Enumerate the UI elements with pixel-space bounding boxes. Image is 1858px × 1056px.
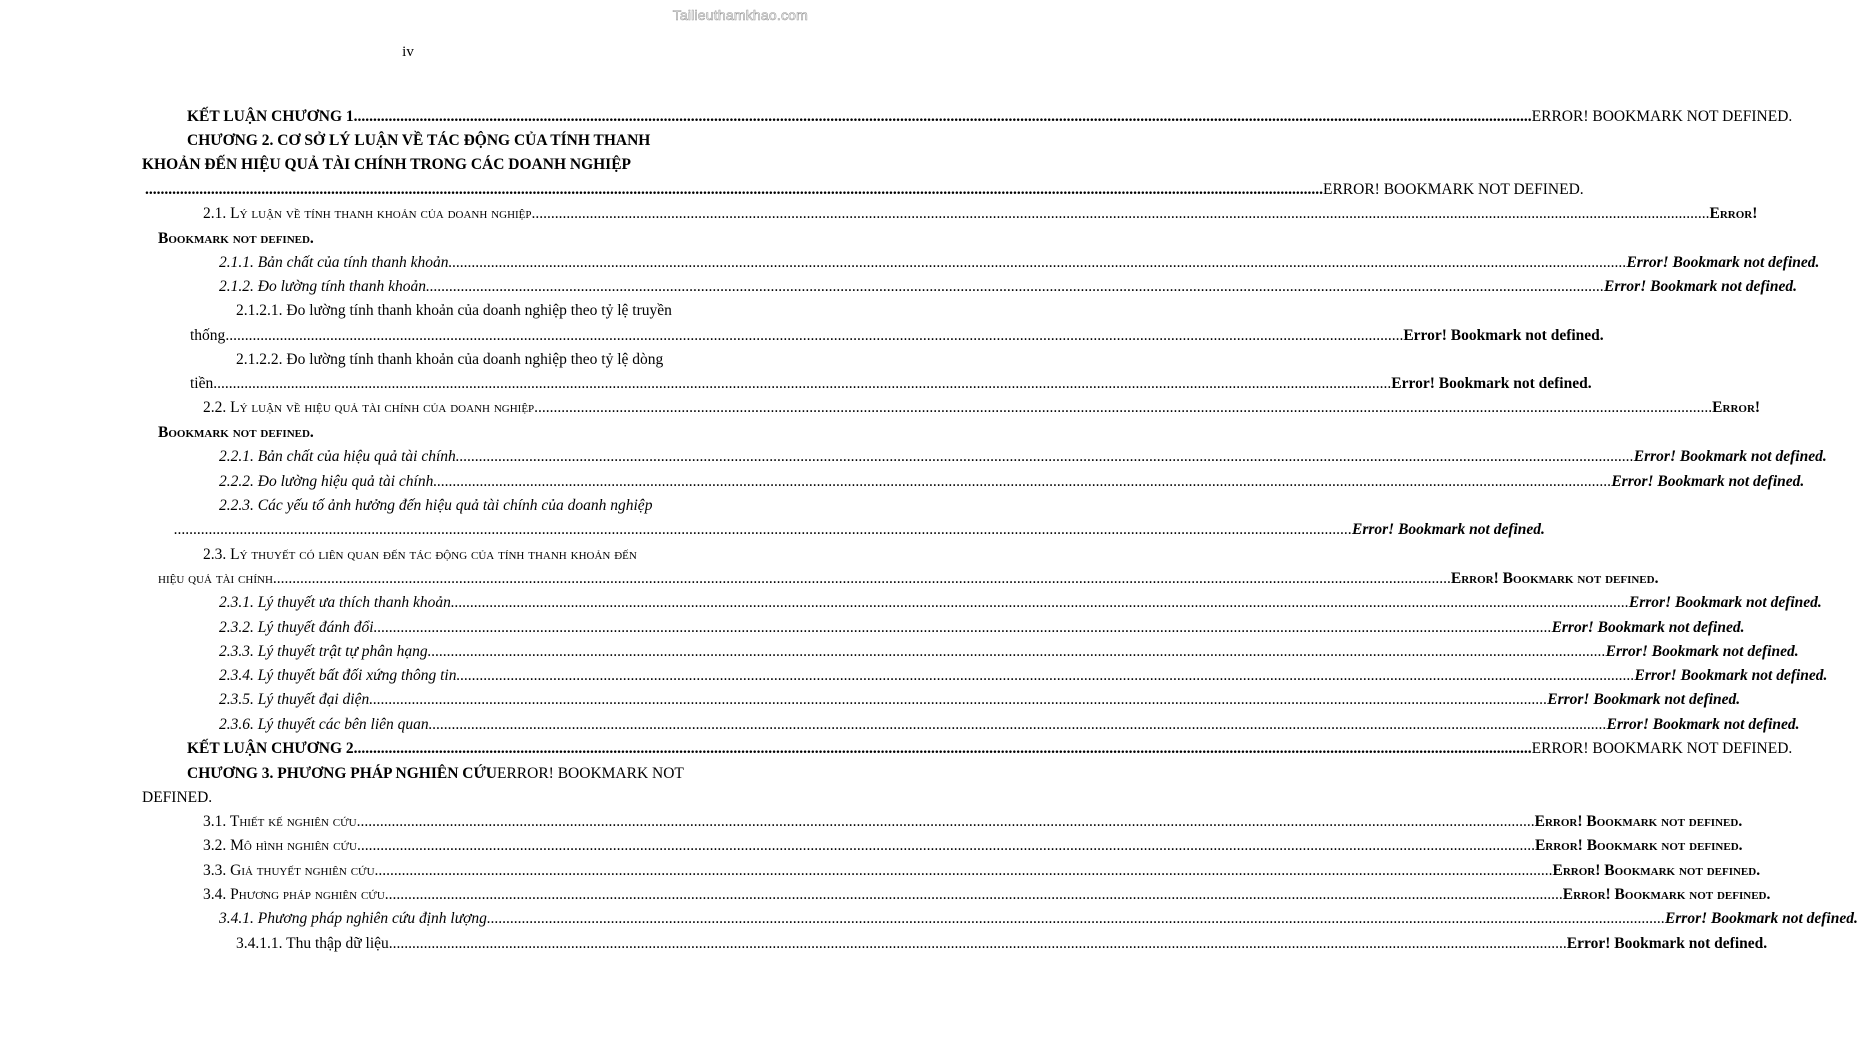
toc-entry-title: KẾT LUẬN CHƯƠNG 1 [187, 108, 354, 125]
page-number: iv [402, 44, 414, 60]
toc-leader-dots [354, 107, 1532, 127]
toc-entry-2-2[interactable] [0, 398, 1761, 418]
toc-entry-title: 2.3.5. Lý thuyết đại diện [219, 691, 370, 708]
toc-entry-page: Error! [1712, 399, 1761, 416]
toc-leader-dots [433, 472, 1611, 492]
toc-entry-page: Error! Bookmark not defined. [1605, 643, 1799, 660]
toc-entry-3-3[interactable] [0, 861, 1761, 881]
toc-entry-page: Error! Bookmark not defined. [1626, 254, 1820, 271]
toc-leader-dots [428, 642, 1606, 662]
toc-entry-2-2-2[interactable] [0, 472, 1805, 492]
toc-entry-2-3-2[interactable] [0, 618, 1745, 638]
toc-entry-title: 3.4.1. Phương pháp nghiên cứu định lượng [219, 910, 487, 927]
toc-entry-page: ERROR! BOOKMARK NOT DEFINED. [1531, 108, 1793, 125]
toc-leader-dots [487, 909, 1665, 929]
toc-entry-title: tiền [190, 375, 214, 392]
toc-entry-page: ERROR! BOOKMARK NOT DEFINED. [1531, 740, 1793, 757]
toc-entry-page: Error! Bookmark not defined. [1562, 886, 1771, 903]
toc-leader-dots [374, 618, 1552, 638]
toc-leader-dots [273, 569, 1451, 589]
toc-leader-dots [451, 593, 1629, 613]
toc-entry-page: Error! Bookmark not defined. [1664, 910, 1858, 927]
toc-entry-2-2-1[interactable] [0, 447, 1827, 467]
toc-leader-dots [369, 690, 1547, 710]
toc-leader-dots [457, 666, 1635, 686]
toc-entry-2-1-page-continued: Bookmark not defined. [158, 230, 314, 247]
toc-entry-page: Error! Bookmark not defined. [1634, 667, 1828, 684]
toc-entry-page: Error! Bookmark not defined. [1552, 862, 1761, 879]
toc-entry-title: 2.3.1. Lý thuyết ưa thích thanh khoản [219, 594, 451, 611]
toc-leader-dots [385, 885, 1563, 905]
toc-entry-2-3-4[interactable] [0, 666, 1828, 686]
toc-entry-2-3-1[interactable] [0, 593, 1822, 613]
toc-entry-page: Error! Bookmark not defined. [1403, 327, 1604, 344]
toc-entry-title: CHƯƠNG 3. PHƯƠNG PHÁP NGHIÊN CỨU [187, 765, 497, 782]
toc-entry-chuong-2-page-line [0, 180, 1584, 200]
toc-entry-title: 2.1.2. Đo lường tính thanh khoản [219, 278, 427, 295]
toc-entry-2-1[interactable] [0, 204, 1758, 224]
toc-leader-dots [534, 398, 1712, 418]
toc-entry-title: hiệu quả tài chính [158, 570, 273, 587]
toc-leader-dots [354, 739, 1532, 759]
toc-leader-dots [213, 374, 1391, 394]
toc-entry-2-3[interactable]: 2.3. Lý thuyết có liên quan đến tác động của tính thanh khoản đến [203, 546, 637, 563]
toc-entry-page: Error! Bookmark not defined. [1391, 375, 1592, 392]
toc-entry-chuong-3-page-continued: DEFINED. [142, 789, 213, 806]
toc-leader-dots [429, 715, 1607, 735]
toc-leader-dots [532, 204, 1710, 224]
toc-entry-title: 2.2.2. Đo lường hiệu quả tài chính [219, 473, 434, 490]
toc-entry-page: Error! [1709, 205, 1758, 222]
toc-leader-dots [375, 861, 1553, 881]
toc-entry-chuong-2-line2: KHOẢN ĐẾN HIỆU QUẢ TÀI CHÍNH TRONG CÁC DOANH NGHIỆP [142, 156, 632, 173]
toc-leader-dots [448, 253, 1626, 273]
toc-entry-2-2-3-page-line [0, 520, 1545, 540]
toc-entry-2-1-2[interactable] [0, 277, 1797, 297]
toc-entry-2-3-5[interactable] [0, 690, 1741, 710]
toc-entry-title: 3.1. Thiết kế nghiên cứu [203, 813, 357, 830]
toc-entry-title: 2.3.3. Lý thuyết trật tự phân hạng [219, 643, 428, 660]
toc-entry-title: 2.2. Lý luận về hiệu quả tài chính của doanh nghiệp [203, 399, 535, 416]
toc-entry-2-3-page-line [0, 569, 1659, 589]
toc-entry-title: 3.2. Mô hình nghiên cứu [203, 837, 357, 854]
toc-entry-2-3-3[interactable] [0, 642, 1799, 662]
toc-entry-title: 2.3.4. Lý thuyết bất đối xứng thông tin [219, 667, 457, 684]
toc-entry-title: 2.3.6. Lý thuyết các bên liên quan [219, 716, 429, 733]
toc-entry-chuong-2-line1[interactable]: CHƯƠNG 2. CƠ SỞ LÝ LUẬN VỀ TÁC ĐỘNG CỦA TÍNH THANH [187, 132, 651, 149]
toc-entry-3-1[interactable] [0, 812, 1743, 832]
toc-entry-2-2-3[interactable]: 2.2.3. Các yếu tố ảnh hưởng đến hiệu quả tài chính của doanh nghiệp [219, 497, 653, 514]
toc-entry-2-1-2-2-page-line [0, 374, 1592, 394]
toc-entry-title: 2.1.1. Bản chất của tính thanh khoản [219, 254, 449, 271]
toc-entry-ket-luan-chuong-1[interactable] [0, 107, 1793, 127]
toc-entry-title: 3.4. Phương pháp nghiên cứu [203, 886, 385, 903]
toc-entry-3-4[interactable] [0, 885, 1771, 905]
toc-leader-dots [357, 836, 1535, 856]
toc-entry-page: Error! Bookmark not defined. [1534, 837, 1743, 854]
toc-leader-dots [145, 180, 1323, 200]
toc-entry-2-2-page-continued: Bookmark not defined. [158, 424, 314, 441]
toc-entry-page: Error! Bookmark not defined. [1606, 716, 1800, 733]
toc-entry-title: 3.3. Giả thuyết nghiên cứu [203, 862, 375, 879]
toc-entry-page: Error! Bookmark not defined. [1633, 448, 1827, 465]
toc-leader-dots [357, 812, 1535, 832]
toc-leader-dots [426, 277, 1604, 297]
toc-entry-chuong-3[interactable] [0, 764, 816, 784]
watermark: Tailieuthamkhao.com [672, 7, 808, 23]
toc-leader-dots [389, 934, 1567, 954]
toc-entry-title: 2.2.1. Bản chất của hiệu quả tài chính [219, 448, 456, 465]
toc-entry-3-4-1[interactable] [0, 909, 1858, 929]
toc-entry-page: Error! Bookmark not defined. [1628, 594, 1822, 611]
toc-entry-title: 3.4.1.1. Thu thập dữ liệu [236, 935, 389, 952]
toc-entry-page: Error! Bookmark not defined. [1551, 619, 1745, 636]
toc-entry-2-1-2-1-page-line [0, 326, 1604, 346]
toc-entry-page: Error! Bookmark not defined. [1352, 521, 1545, 538]
toc-entry-title: 2.1. Lý luận về tính thanh khoản của doanh nghiệp [203, 205, 532, 222]
toc-entry-2-3-6[interactable] [0, 715, 1800, 735]
toc-entry-2-1-2-1[interactable]: 2.1.2.1. Đo lường tính thanh khoản của doanh nghiệp theo tỷ lệ truyền [236, 302, 672, 319]
toc-entry-page: ERROR! BOOKMARK NOT [497, 765, 684, 782]
toc-entry-page: Error! Bookmark not defined. [1547, 691, 1741, 708]
toc-entry-title: thống [190, 327, 226, 344]
toc-leader-dots [174, 520, 1352, 540]
toc-entry-ket-luan-chuong-2[interactable] [0, 739, 1793, 759]
toc-entry-3-4-1-1[interactable] [0, 934, 1768, 954]
toc-entry-page: Error! Bookmark not defined. [1534, 813, 1743, 830]
toc-entry-page: Error! Bookmark not defined. [1450, 570, 1659, 587]
toc-entry-page: Error! Bookmark not defined. [1566, 935, 1768, 952]
toc-entry-title: KẾT LUẬN CHƯƠNG 2 [187, 740, 354, 757]
toc-entry-page: Error! Bookmark not defined. [1611, 473, 1805, 490]
toc-entry-page: ERROR! BOOKMARK NOT DEFINED. [1323, 181, 1584, 198]
toc-entry-2-1-1[interactable] [0, 253, 1820, 273]
toc-entry-2-1-2-2[interactable]: 2.1.2.2. Đo lường tính thanh khoản của doanh nghiệp theo tỷ lệ dòng [236, 351, 664, 368]
toc-entry-title: 2.3.2. Lý thuyết đánh đổi [219, 619, 374, 636]
toc-entry-3-2[interactable] [0, 836, 1743, 856]
toc-entry-page: Error! Bookmark not defined. [1604, 278, 1797, 295]
toc-leader-dots [225, 326, 1403, 346]
toc-leader-dots [456, 447, 1634, 467]
